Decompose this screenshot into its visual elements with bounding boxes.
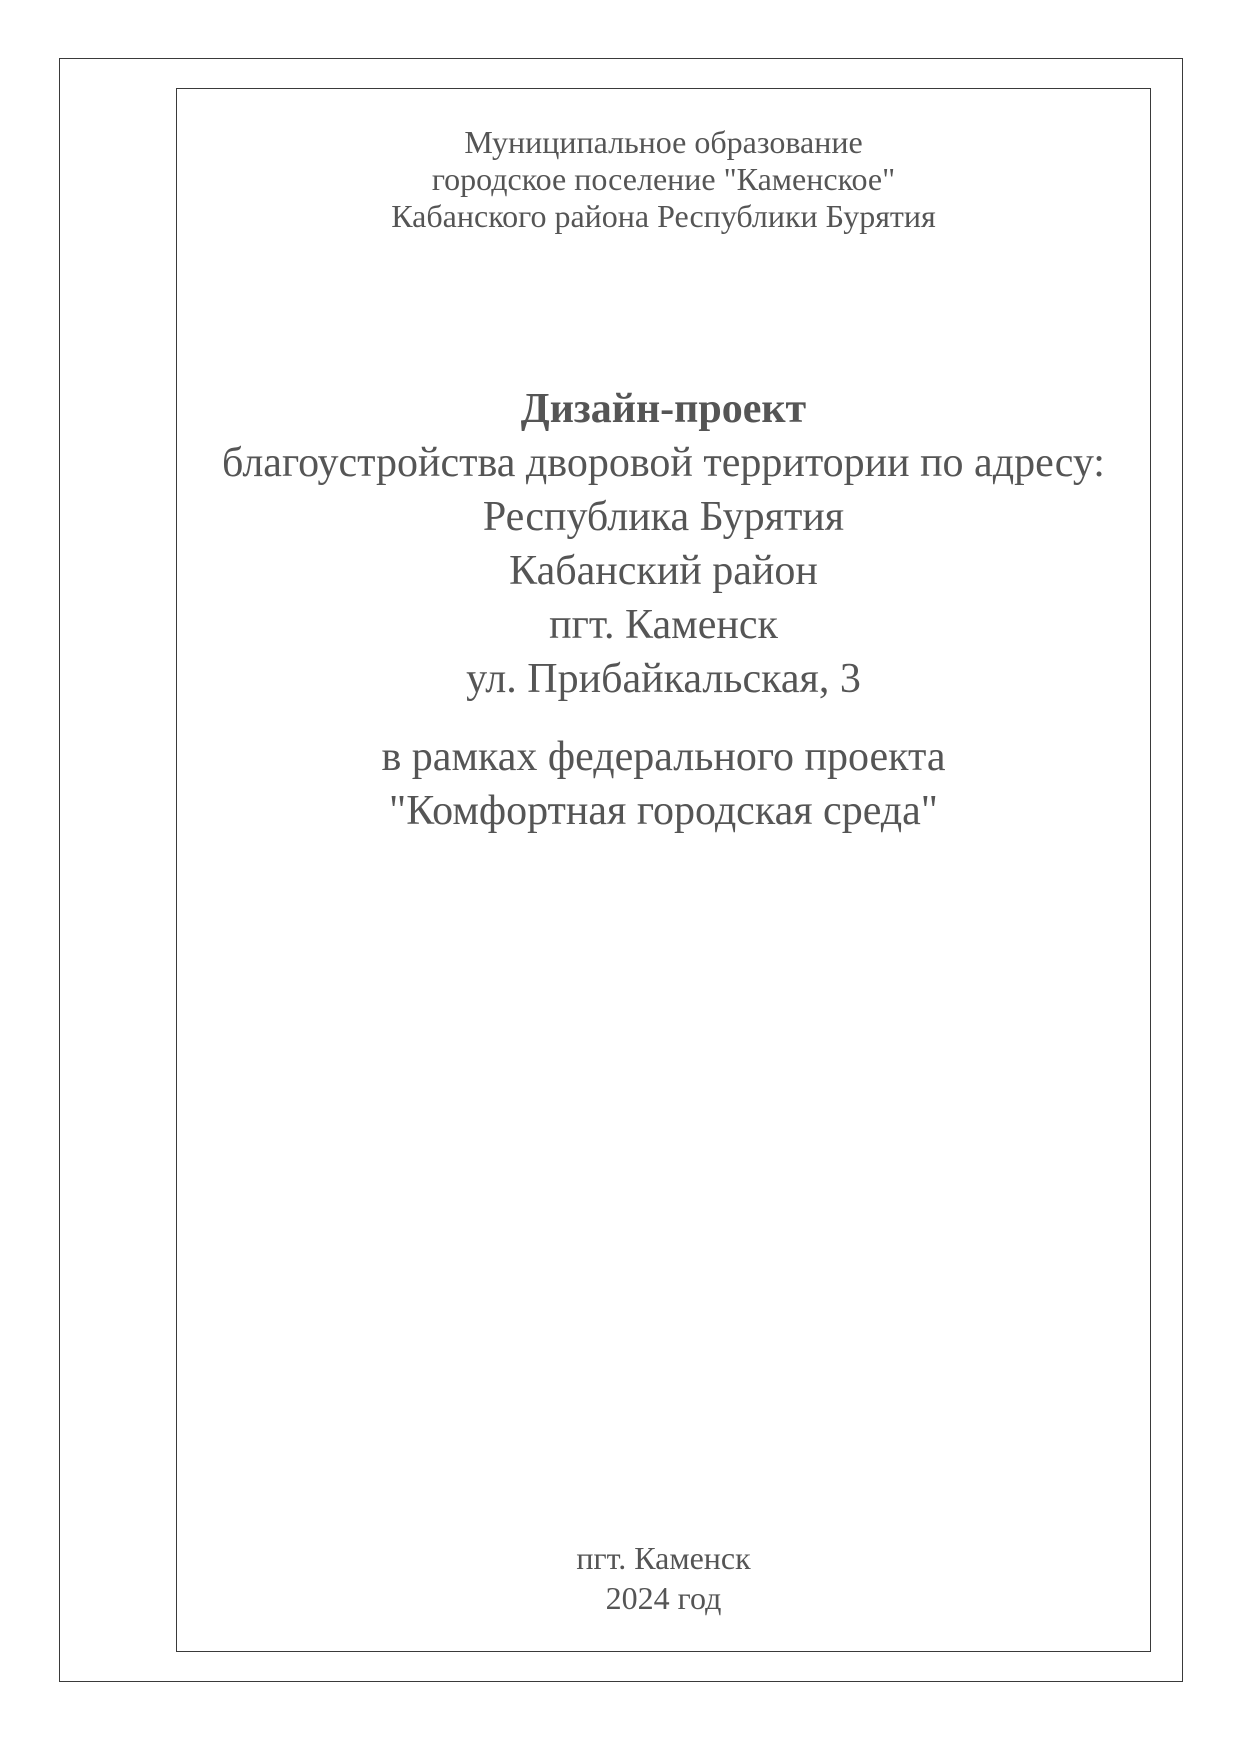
program-line-1: в рамках федерального проекта xyxy=(381,734,946,780)
footer-block xyxy=(176,1538,1151,1618)
address-settlement: пгт. Каменск xyxy=(549,602,778,648)
inner-frame xyxy=(176,88,1151,1652)
address-street: ул. Прибайкальская, 3 xyxy=(466,656,861,702)
header-line-2: городское поселение "Каменское" xyxy=(431,161,896,197)
footer-place: пгт. Каменск xyxy=(576,1540,751,1576)
address-district: Кабанский район xyxy=(509,548,818,594)
header-line-1: Муниципальное образование xyxy=(464,124,863,160)
document-title: Дизайн-проект xyxy=(520,386,807,432)
document-subtitle: благоустройства дворовой территории по адресу: xyxy=(222,440,1105,486)
municipality-header xyxy=(176,124,1151,235)
footer-year: 2024 год xyxy=(605,1580,722,1616)
federal-program-block xyxy=(176,730,1151,838)
project-title-block xyxy=(176,382,1151,706)
header-line-3: Кабанского района Республики Бурятия xyxy=(391,198,936,234)
address-region: Республика Бурятия xyxy=(482,494,845,540)
program-line-2: "Комфортная городская среда" xyxy=(389,788,938,834)
